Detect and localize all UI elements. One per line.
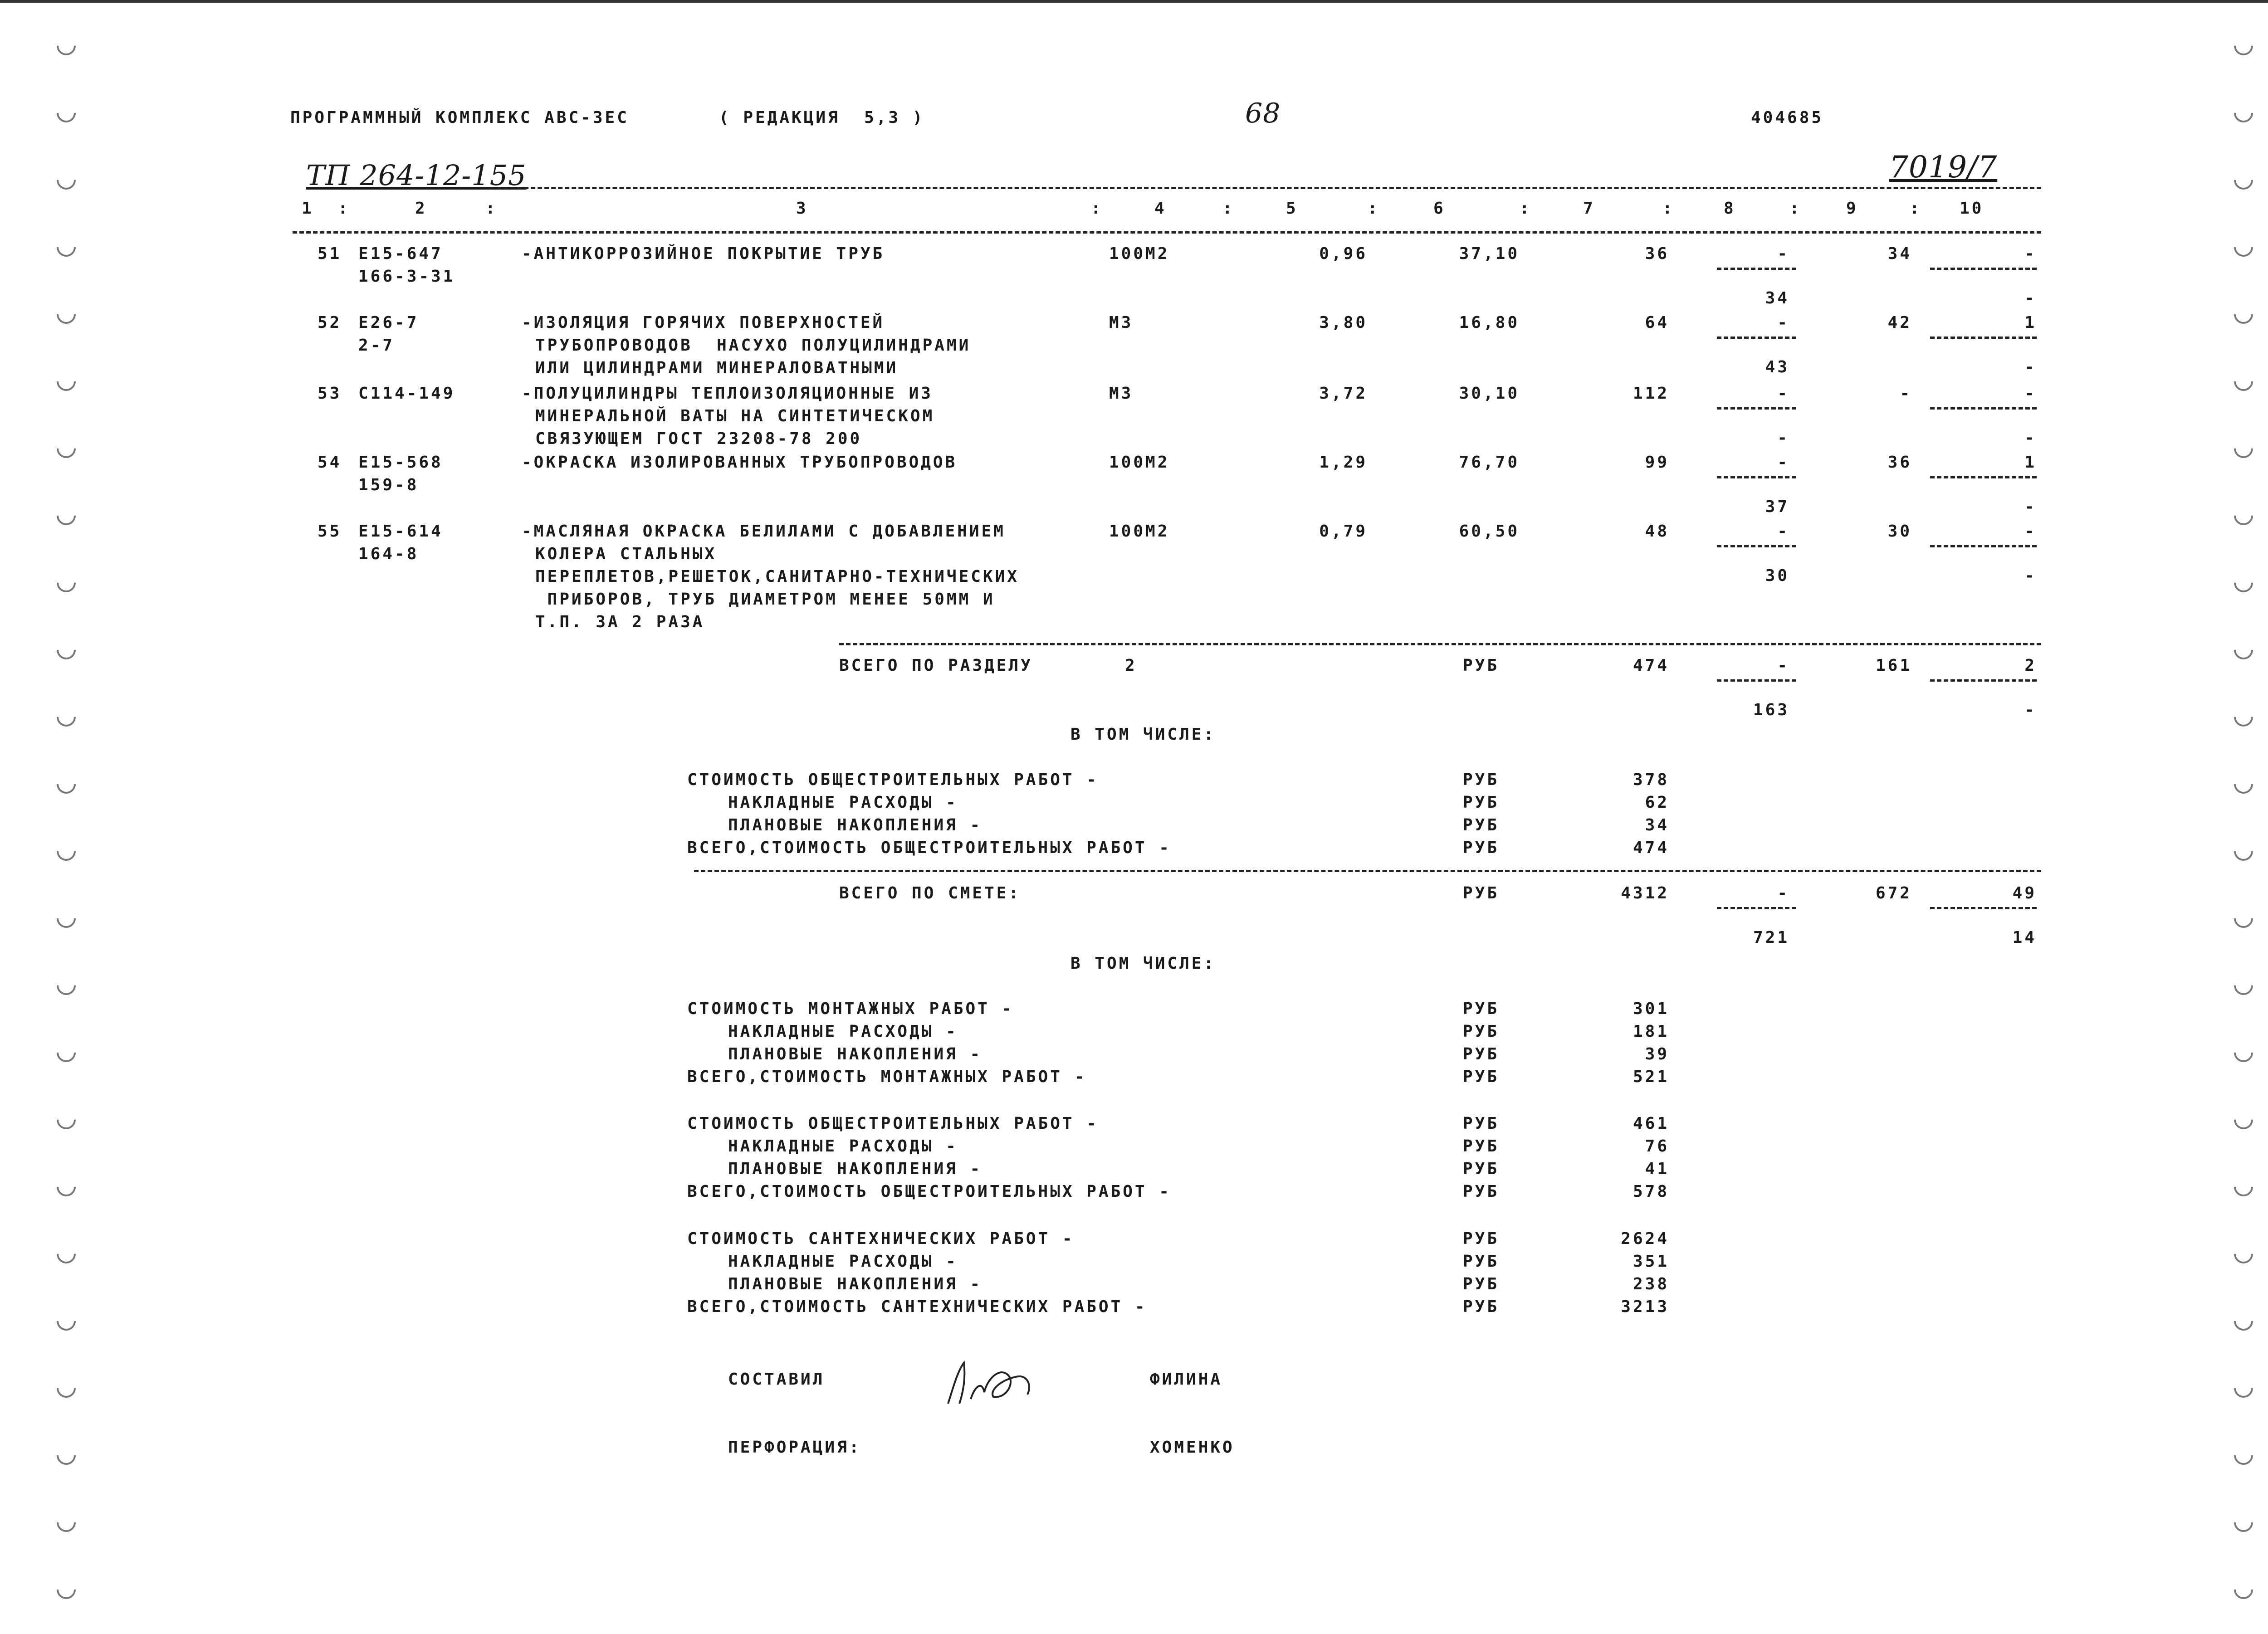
unit-price: 37,10 — [1459, 244, 1520, 263]
perforation-hole — [53, 771, 79, 797]
perforation-hole — [2230, 1442, 2257, 1468]
quantity: 0,79 — [1319, 522, 1368, 541]
currency: РУБ — [1463, 1182, 1500, 1201]
breakdown-label: ПЛАНОВЫЕ НАКОПЛЕНИЯ - — [728, 1045, 982, 1063]
perforation-hole — [2230, 1307, 2257, 1334]
col8-bottom-value: 37 — [1765, 498, 1789, 516]
perforation-hole — [53, 905, 79, 932]
column-header: 8 — [1724, 199, 1736, 218]
perforation-hole — [53, 32, 79, 59]
breakdown-value: 378 — [1633, 771, 1669, 789]
total-cost: 48 — [1645, 522, 1669, 541]
quantity: 3,72 — [1319, 384, 1368, 403]
estimate-total-rule — [694, 870, 2041, 872]
breakdown-label: СТОИМОСТЬ ОБЩЕСТРОИТЕЛЬНЫХ РАБОТ - — [687, 771, 1099, 789]
perforation-hole — [2230, 1240, 2257, 1267]
breakdown-label: ВСЕГО,СТОИМОСТЬ САНТЕХНИЧЕСКИХ РАБОТ - — [687, 1297, 1147, 1316]
col8-split-rule — [1717, 337, 1796, 339]
page-number: 68 — [1245, 98, 1281, 129]
col8-top-value: - — [1777, 656, 1789, 675]
column-header: 10 — [1960, 199, 1984, 218]
program-title: ПРОГРАММНЫЙ КОМПЛЕКС АВС-3ЕС — [290, 108, 629, 127]
unit-price: 30,10 — [1459, 384, 1520, 403]
norm-code: С114-149 — [358, 384, 455, 403]
work-description-line: -МАСЛЯНАЯ ОКРАСКА БЕЛИЛАМИ С ДОБАВЛЕНИЕМ — [522, 522, 1006, 541]
column-separator: : — [1520, 199, 1532, 218]
work-description-line: МИНЕРАЛЬНОЙ ВАТЫ НА СИНТЕТИЧЕСКОМ — [535, 407, 935, 425]
breakdown-title: В ТОМ ЧИСЛЕ: — [1070, 725, 1216, 744]
norm-code: Е15-647 — [358, 244, 443, 263]
perforation-hole — [53, 569, 79, 596]
breakdown-value: 3213 — [1621, 1297, 1669, 1316]
col10-top-value: 1 — [2024, 313, 2037, 332]
currency: РУБ — [1463, 793, 1500, 812]
col8-bottom-value: 721 — [1753, 928, 1789, 947]
column-separator: : — [1222, 199, 1235, 218]
currency: РУБ — [1463, 1252, 1500, 1271]
col8-bottom-value: 30 — [1765, 566, 1789, 585]
perforation-hole — [53, 1509, 79, 1536]
work-description-line: -АНТИКОРРОЗИЙНОЕ ПОКРЫТИЕ ТРУБ — [522, 244, 885, 263]
section-number: 2 — [1125, 656, 1137, 675]
column-header: 1 — [302, 199, 314, 218]
col10-top-value: - — [2024, 384, 2037, 403]
quantity: 0,96 — [1319, 244, 1368, 263]
perforation-hole — [53, 502, 79, 529]
row-number: 55 — [318, 522, 342, 541]
currency: РУБ — [1463, 1137, 1500, 1156]
col8-split-rule — [1717, 907, 1796, 909]
perforation-hole — [2230, 1039, 2257, 1066]
norm-code: Е15-614 — [358, 522, 443, 541]
perforation-hole — [53, 1173, 79, 1200]
work-description-line: ПРИБОРОВ, ТРУБ ДИАМЕТРОМ МЕНЕЕ 50ММ И — [535, 590, 995, 609]
col9-value: - — [1900, 384, 1912, 403]
column-separator: : — [1091, 199, 1103, 218]
unit-price: 76,70 — [1459, 453, 1520, 472]
norm-code: Е15-568 — [358, 453, 443, 472]
row-number: 52 — [318, 313, 342, 332]
unit-of-measure: 100М2 — [1109, 522, 1170, 541]
norm-code-secondary: 164-8 — [358, 545, 419, 563]
col10-split-rule — [1930, 545, 2037, 547]
norm-code-secondary: 2-7 — [358, 336, 395, 355]
col9-value: 42 — [1887, 313, 1912, 332]
total-cost: 99 — [1645, 453, 1669, 472]
col10-split-rule — [1930, 337, 2037, 339]
work-description-line: -ОКРАСКА ИЗОЛИРОВАННЫХ ТРУБОПРОВОДОВ — [522, 453, 958, 472]
column-header: 6 — [1433, 199, 1446, 218]
col10-top-value: - — [2024, 244, 2037, 263]
col10-bottom-value: - — [2024, 566, 2037, 585]
perforation-hole — [2230, 972, 2257, 999]
unit-of-measure: М3 — [1109, 313, 1134, 332]
breakdown-label: НАКЛАДНЫЕ РАСХОДЫ - — [728, 1137, 958, 1156]
header-divider — [490, 187, 2041, 189]
currency: РУБ — [1463, 771, 1500, 789]
col9-value: 30 — [1887, 522, 1912, 541]
unit-price: 16,80 — [1459, 313, 1520, 332]
work-description-line: -ИЗОЛЯЦИЯ ГОРЯЧИХ ПОВЕРХНОСТЕЙ — [522, 313, 885, 332]
col8-top-value: - — [1777, 244, 1789, 263]
edition-label: ( РЕДАКЦИЯ 5,3 ) — [719, 108, 925, 127]
perforation-hole — [2230, 502, 2257, 529]
column-header-divider — [293, 231, 2041, 234]
breakdown-label: ПЛАНОВЫЕ НАКОПЛЕНИЯ - — [728, 1160, 982, 1178]
estimate-total-label: ВСЕГО ПО СМЕТЕ: — [839, 884, 1021, 902]
col10-bottom-value: - — [2024, 289, 2037, 307]
perforation-hole — [2230, 1576, 2257, 1603]
breakdown-label: ВСЕГО,СТОИМОСТЬ МОНТАЖНЫХ РАБОТ - — [687, 1068, 1087, 1086]
perforation-hole — [53, 1442, 79, 1468]
breakdown-value: 238 — [1633, 1275, 1669, 1293]
perforation-hole — [53, 234, 79, 260]
col10-split-rule — [1930, 476, 2037, 478]
col10-split-rule — [1930, 679, 2037, 682]
quantity: 3,80 — [1319, 313, 1368, 332]
currency: РУБ — [1463, 1022, 1500, 1041]
perforation-hole — [2230, 301, 2257, 327]
work-description-line: КОЛЕРА СТАЛЬНЫХ — [535, 545, 717, 563]
paper-top-edge — [0, 0, 2268, 3]
perforation-hole — [53, 1576, 79, 1603]
col10-split-rule — [1930, 407, 2037, 410]
row-number: 54 — [318, 453, 342, 472]
column-header: 3 — [796, 199, 808, 218]
perforation-hole — [53, 368, 79, 395]
col10-bottom-value: - — [2024, 498, 2037, 516]
breakdown-label: НАКЛАДНЫЕ РАСХОДЫ - — [728, 1022, 958, 1041]
col9-value: 161 — [1875, 656, 1912, 675]
breakdown-value: 521 — [1633, 1068, 1669, 1086]
work-description-line: ТРУБОПРОВОДОВ НАСУХО ПОЛУЦИЛИНДРАМИ — [535, 336, 971, 355]
breakdown-value: 301 — [1633, 1000, 1669, 1018]
currency: РУБ — [1463, 1068, 1500, 1086]
unit-of-measure: М3 — [1109, 384, 1134, 403]
breakdown-value: 474 — [1633, 839, 1669, 857]
norm-code-secondary: 159-8 — [358, 476, 419, 494]
perforation-name: ХОМЕНКО — [1150, 1438, 1235, 1457]
norm-code-secondary: 166-3-31 — [358, 267, 455, 286]
perforation-hole — [2230, 99, 2257, 126]
breakdown-value: 461 — [1633, 1114, 1669, 1133]
total-cost: 36 — [1645, 244, 1669, 263]
col8-bottom-value: 34 — [1765, 289, 1789, 307]
col8-bottom-value: - — [1777, 429, 1789, 447]
handwritten-signature — [939, 1354, 1052, 1413]
column-header: 9 — [1846, 199, 1858, 218]
column-separator: : — [1368, 199, 1380, 218]
perforation-hole — [53, 1039, 79, 1066]
column-separator: : — [485, 199, 498, 218]
perforation-hole — [2230, 838, 2257, 864]
perforation-hole — [2230, 368, 2257, 395]
column-separator: : — [338, 199, 350, 218]
column-header: 5 — [1286, 199, 1298, 218]
row-number: 51 — [318, 244, 342, 263]
work-description-line: Т.П. ЗА 2 РАЗА — [535, 613, 705, 631]
col10-bottom-value: - — [2024, 701, 2037, 719]
breakdown-label: ВСЕГО,СТОИМОСТЬ ОБЩЕСТРОИТЕЛЬНЫХ РАБОТ - — [687, 1182, 1171, 1201]
breakdown-value: 181 — [1633, 1022, 1669, 1041]
currency: РУБ — [1463, 1114, 1500, 1133]
breakdown-label: ПЛАНОВЫЕ НАКОПЛЕНИЯ - — [728, 1275, 982, 1293]
breakdown-title: В ТОМ ЧИСЛЕ: — [1070, 954, 1216, 973]
currency: РУБ — [1463, 1229, 1500, 1248]
col10-bottom-value: 14 — [2012, 928, 2037, 947]
perforation-hole — [2230, 435, 2257, 462]
perforation-hole — [53, 1106, 79, 1133]
col10-top-value: 49 — [2012, 884, 2037, 902]
perforation-hole — [53, 301, 79, 327]
unit-price: 60,50 — [1459, 522, 1520, 541]
currency: РУБ — [1463, 1297, 1500, 1316]
col8-top-value: - — [1777, 453, 1789, 472]
perforation-hole — [53, 1375, 79, 1401]
sheet-code: 7019/7 — [1889, 150, 1998, 185]
currency: РУБ — [1463, 656, 1500, 675]
breakdown-label: СТОИМОСТЬ ОБЩЕСТРОИТЕЛЬНЫХ РАБОТ - — [687, 1114, 1099, 1133]
perforation-hole — [53, 703, 79, 730]
breakdown-value: 351 — [1633, 1252, 1669, 1271]
estimate-total-value: 4312 — [1621, 884, 1669, 902]
perforation-hole — [2230, 1173, 2257, 1200]
currency: РУБ — [1463, 1000, 1500, 1018]
perforation-hole — [2230, 703, 2257, 730]
column-header: 4 — [1154, 199, 1167, 218]
col9-value: 34 — [1887, 244, 1912, 263]
perforation-hole — [53, 1240, 79, 1267]
breakdown-label: ПЛАНОВЫЕ НАКОПЛЕНИЯ - — [728, 816, 982, 834]
col8-split-rule — [1717, 679, 1796, 682]
col8-top-value: - — [1777, 384, 1789, 403]
breakdown-value: 39 — [1645, 1045, 1669, 1063]
col8-split-rule — [1717, 268, 1796, 270]
perforation-hole — [2230, 32, 2257, 59]
perforation-hole — [2230, 1509, 2257, 1536]
work-description-line: -ПОЛУЦИЛИНДРЫ ТЕПЛОИЗОЛЯЦИОННЫЕ ИЗ — [522, 384, 933, 403]
section-total-rule — [839, 643, 2041, 645]
col10-top-value: 1 — [2024, 453, 2037, 472]
row-number: 53 — [318, 384, 342, 403]
column-separator: : — [1910, 199, 1922, 218]
col8-split-rule — [1717, 545, 1796, 547]
col8-bottom-value: 163 — [1753, 701, 1789, 719]
breakdown-value: 41 — [1645, 1160, 1669, 1178]
perforation-hole — [2230, 1375, 2257, 1401]
perforation-label: ПЕРФОРАЦИЯ: — [728, 1438, 861, 1457]
col8-bottom-value: 43 — [1765, 358, 1789, 376]
column-header: 2 — [415, 199, 427, 218]
breakdown-value: 62 — [1645, 793, 1669, 812]
col10-split-rule — [1930, 907, 2037, 909]
perforation-hole — [2230, 1106, 2257, 1133]
col9-value: 672 — [1875, 884, 1912, 902]
breakdown-label: ВСЕГО,СТОИМОСТЬ ОБЩЕСТРОИТЕЛЬНЫХ РАБОТ - — [687, 839, 1171, 857]
total-cost: 64 — [1645, 313, 1669, 332]
breakdown-value: 76 — [1645, 1137, 1669, 1156]
perforation-hole — [53, 435, 79, 462]
perforation-hole — [2230, 569, 2257, 596]
breakdown-label: НАКЛАДНЫЕ РАСХОДЫ - — [728, 1252, 958, 1271]
project-code: ТП 264-12-155 — [306, 159, 527, 192]
section-total-value: 474 — [1633, 656, 1669, 675]
work-description-line: ИЛИ ЦИЛИНДРАМИ МИНЕРАЛОВАТНЫМИ — [535, 359, 899, 377]
currency: РУБ — [1463, 816, 1500, 834]
perforation-hole — [53, 838, 79, 864]
col10-split-rule — [1930, 268, 2037, 270]
perforation-hole — [53, 1307, 79, 1334]
col10-bottom-value: - — [2024, 358, 2037, 376]
norm-code: Е26-7 — [358, 313, 419, 332]
total-cost: 112 — [1633, 384, 1669, 403]
breakdown-label: НАКЛАДНЫЕ РАСХОДЫ - — [728, 793, 958, 812]
perforation-hole — [2230, 905, 2257, 932]
perforation-hole — [53, 99, 79, 126]
breakdown-value: 2624 — [1621, 1229, 1669, 1248]
column-separator: : — [1789, 199, 1802, 218]
breakdown-value: 34 — [1645, 816, 1669, 834]
col10-top-value: 2 — [2024, 656, 2037, 675]
currency: РУБ — [1463, 1160, 1500, 1178]
breakdown-value: 578 — [1633, 1182, 1669, 1201]
col8-split-rule — [1717, 476, 1796, 478]
work-description-line: ПЕРЕПЛЕТОВ,РЕШЕТОК,САНИТАРНО-ТЕХНИЧЕСКИХ — [535, 567, 1019, 586]
perforation-hole — [53, 972, 79, 999]
perforation-hole — [2230, 166, 2257, 193]
perforation-hole — [2230, 771, 2257, 797]
col9-value: 36 — [1887, 453, 1912, 472]
perforation-hole — [53, 166, 79, 193]
col8-top-value: - — [1777, 313, 1789, 332]
compiled-by-name: ФИЛИНА — [1150, 1370, 1223, 1389]
section-total-label: ВСЕГО ПО РАЗДЕЛУ — [839, 656, 1033, 675]
column-separator: : — [1662, 199, 1675, 218]
document-code: 404685 — [1751, 108, 1824, 127]
unit-of-measure: 100М2 — [1109, 453, 1170, 472]
currency: РУБ — [1463, 1275, 1500, 1293]
currency: РУБ — [1463, 884, 1500, 902]
currency: РУБ — [1463, 839, 1500, 857]
compiled-by-label: СОСТАВИЛ — [728, 1370, 825, 1389]
perforation-hole — [2230, 234, 2257, 260]
perforation-hole — [53, 636, 79, 663]
col8-top-value: - — [1777, 522, 1789, 541]
unit-of-measure: 100М2 — [1109, 244, 1170, 263]
col8-split-rule — [1717, 407, 1796, 410]
breakdown-label: СТОИМОСТЬ МОНТАЖНЫХ РАБОТ - — [687, 1000, 1014, 1018]
perforation-hole — [2230, 636, 2257, 663]
currency: РУБ — [1463, 1045, 1500, 1063]
col10-bottom-value: - — [2024, 429, 2037, 447]
quantity: 1,29 — [1319, 453, 1368, 472]
work-description-line: СВЯЗУЮЩЕМ ГОСТ 23208-78 200 — [535, 429, 862, 448]
col8-top-value: - — [1777, 884, 1789, 902]
breakdown-label: СТОИМОСТЬ САНТЕХНИЧЕСКИХ РАБОТ - — [687, 1229, 1075, 1248]
col10-top-value: - — [2024, 522, 2037, 541]
column-header: 7 — [1583, 199, 1595, 218]
